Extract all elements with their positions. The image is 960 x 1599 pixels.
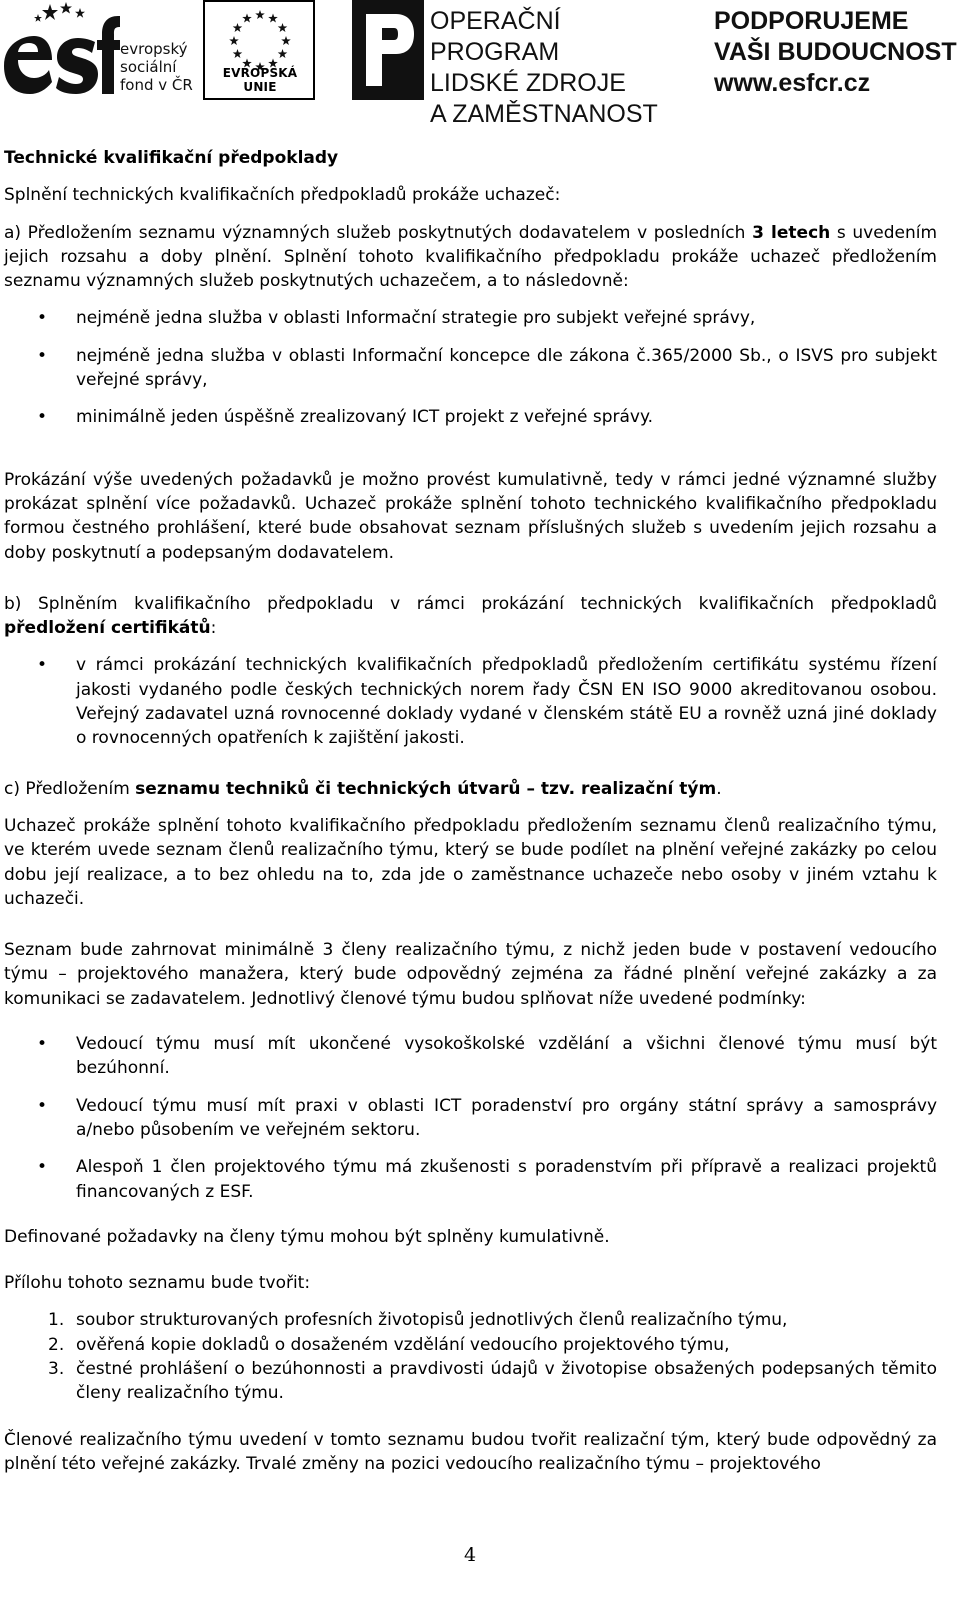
eu-star-icon [233,49,243,58]
op-logo-text [430,6,692,130]
esf-text-line: sociální [120,58,177,76]
page-number: 4 [463,1544,477,1566]
op-text-line: A ZAMĚSTNANOST [430,100,658,128]
eu-stars-icon [219,8,301,74]
website-link: www.esfcr.cz [714,69,871,97]
bold-text: 3 letech [752,222,831,243]
paragraph-b [4,592,937,641]
team-paragraph-1: Uchazeč prokáže splnění tohoto kvalifikačního předpokladu předložením seznamu členů realizačního týmu, ve kterém uvede seznam členů realizačního týmu, který se bude podílet na plnění veřejné zakázky po celou dobu její realizace, a to bez ohledu na to, zda jde o zaměstnance uchazeče nebo osoby v jiném vztahu k uchazeči. [4,815,937,909]
list-text: soubor strukturovaných profesních životopisů jednotlivých členů realizačního týmu, [76,1310,788,1331]
list-text: ověřená kopie dokladů o dosaženém vzdělání vedoucího projektového týmu, [76,1334,730,1355]
text-run: : [210,618,217,639]
text-run: a) Předložením seznamu významných služeb poskytnutých dodavatelem v posledních [4,222,753,243]
defined-paragraph: Definované požadavky na členy týmu mohou být splněny kumulativně. [4,1226,610,1247]
final-paragraph: Členové realizačního týmu uvedení v tomto seznamu budou tvořit realizační tým, který bude odpovědný za plnění této veřejné zakázky. Trvalé změny na pozici vedoucího realizačního týmu – projektového [4,1429,937,1474]
attachment-intro: Přílohu tohoto seznamu bude tvořit: [4,1273,311,1294]
paragraph-c [4,777,937,801]
list-number: 1. [48,1310,65,1331]
op-text-line: OPERAČNÍ PROGRAM [430,7,561,66]
team-paragraph-2: Seznam bude zahrnovat minimálně 3 členy realizačního týmu, z nichž jeden bude v postavení vedoucího týmu – projektového manažera, který bude odpovědný zejména za řádné plnění veřejné zakázky a za komunikaci se zadavatelem. Jednotlivý členové týmu budou splňovat níže uvedené podmínky: [4,940,937,1009]
paragraph-a [4,221,937,294]
logo-header [0,0,960,128]
list-item [4,1308,937,1332]
eu-star-icon [278,49,288,58]
team-bullet-list [4,1032,937,1204]
list-item: • nejméně jedna služba v oblasti Informační strategie pro subjekt veřejné správy, [4,306,937,330]
eu-star-icon [268,13,278,22]
text-run: b) Splněním kvalifikačního předpokladu v rámci prokázání technických kvalifikačních předpokladů [4,593,937,614]
list-item: • Vedoucí týmu musí mít ukončené vysokoškolské vzdělání a všichni členové týmu musí být bezúhonní. [4,1032,937,1081]
document-body [4,146,937,1476]
section-heading: Technické kvalifikační předpoklady [4,148,339,168]
eu-logo [203,0,315,100]
eu-star-icon [278,23,288,32]
list-item: • Vedoucí týmu musí mít praxi v oblasti ICT poradenství pro orgány státní správy a samosprávy a/nebo působením ve veřejném sektoru. [4,1094,937,1143]
bullet-list-b [4,653,937,750]
esf-logo-icon [0,0,120,100]
text-run: s uvedením jejich rozsahu a doby plnění. Splnění tohoto kvalifikačního předpokladu prokáže uchazeč předložením seznamu významných služeb poskytnutých uchazečem, a to následovně: [4,222,937,292]
esf-logo [0,0,196,100]
eu-star-icon [229,36,239,45]
esf-text-line: fond v ČR [120,76,193,94]
list-item: • Alespoň 1 člen projektového týmu má zkušenosti s poradenstvím při přípravě a realizaci projektů financovaných z ESF. [4,1155,937,1204]
list-item [4,1357,937,1406]
slogan-block [714,6,957,99]
op-logo-icon [352,0,424,100]
slogan-line: VAŠI BUDOUCNOST [714,38,957,66]
bullet-list-a [4,306,937,429]
eu-star-icon [242,13,252,22]
attachment-list [4,1308,937,1405]
esf-logo-text [120,40,193,94]
slogan-line: PODPORUJEME [714,7,909,35]
op-text-line: LIDSKÉ ZDROJE [430,69,626,97]
esf-text-line: evropský [120,40,188,58]
text-run: . [716,778,722,799]
eu-star-icon [255,10,265,19]
list-text: čestné prohlášení o bezúhonnosti a pravdivosti údajů v životopise obsažených podepsaných těmito členy realizačního týmu. [76,1358,937,1404]
bold-text: předložení certifikátů [4,618,211,639]
eu-star-icon [233,23,243,32]
cumulative-paragraph: Prokázání výše uvedených požadavků je možno provést kumulativně, tedy v rámci jedné významné služby prokázat splnění více požadavků. Uchazeč prokáže splnění tohoto technického kvalifikačního předpokladu formou čestného prohlášení, které bude obsahovat seznam příslušných služeb s uvedením jejich rozsahu a doby poskytnutí a podepsaným dodavatelem. [4,469,937,563]
op-logo [352,0,692,128]
list-number: 2. [48,1334,65,1355]
list-item: • nejméně jedna služba v oblasti Informační koncepce dle zákona č.365/2000 Sb., o ISVS pro subjekt veřejné správy, [4,344,937,393]
list-number: 3. [48,1358,65,1379]
intro-paragraph: Splnění technických kvalifikačních předpokladů prokáže uchazeč: [4,185,561,206]
list-item [4,1333,937,1357]
text-run: c) Předložením [4,778,136,799]
eu-star-icon [281,36,291,45]
bold-text: seznamu techniků či technických útvarů – tzv. realizační tým [135,778,717,799]
list-item: • v rámci prokázání technických kvalifikačních předpokladů předložením certifikátu systému řízení jakosti vydaného podle českých technických norem řady ČSN EN ISO 9000 akreditovanou osobou. Veřejný zadavatel uzná rovnocenné doklady vydané v členském státě EU a rovněž uzná jiné doklady o rovnocenných opatřeních k zajištění jakosti. [4,653,937,750]
list-item: • minimálně jeden úspěšně zrealizovaný ICT projekt z veřejné správy. [4,405,937,429]
eu-logo-text: EVROPSKÁ UNIE [222,66,298,94]
